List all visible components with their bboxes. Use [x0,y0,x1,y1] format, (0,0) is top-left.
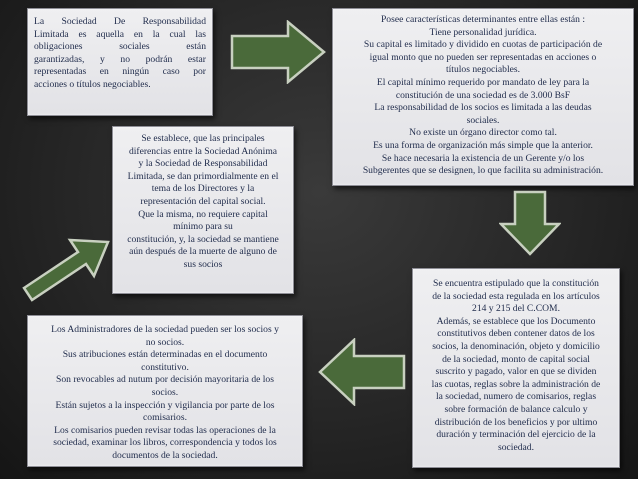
differences-box [112,126,294,294]
text-line: sus socios [183,258,223,270]
arrow-left-icon [318,338,406,406]
text-line: obligaciones sociales están [34,41,206,53]
text-line: socios. [151,386,179,398]
text-line: Subgerentes que se designen, lo que facilita su administración. [362,165,604,177]
text-line: títulos negociables. [445,64,521,76]
text-line: El capital mínimo requerido por mandato de ley para la [376,76,590,88]
text-line: sociedad, examinar los libros, correspondencia y todos los [53,437,277,449]
text-line: La responsabilidad de los socios es limitada a las deudas [374,102,592,114]
text-line: la sociedad, numero de comisarios, reglas [435,391,597,403]
administrators-box [27,315,303,467]
text-line: duración y terminación del ejercicio de la [436,429,596,441]
text-line: documentos de la sociedad. [112,449,218,461]
text-line: representadas en ningún caso por [34,66,206,78]
text-line: Además, se establece que los Documento [436,315,596,327]
arrow-down-icon [499,190,561,256]
text-line: de la sociedad esta regulada en los artículos [432,290,600,302]
text-line: Los Administradores de la sociedad pueden ser los socios y [51,324,279,335]
text-line: y la Sociedad de Responsabilidad [138,158,268,170]
text-line: Están sujetos a la inspección y vigilancia por parte de los [55,399,275,411]
text-line: Se hace necesaria la existencia de un Gerente y/o los [381,152,585,164]
text-line: las cuotas, reglas sobre la administración de [431,378,601,390]
text-line: Se encuentra estipulado que la constitución [433,278,599,289]
text-line: no socios. [145,336,185,348]
text-line: 214 y 215 del C.COM. [472,303,560,315]
text-line: Se establece, que las principales [141,133,265,144]
text-line: igual monto que no pueden ser representadas en acciones o [369,51,597,63]
text-line: sociales. [466,114,500,126]
text-line: garantizadas, y no podrán estar [34,53,206,65]
text-line: de la sociedad, monto de capital social [442,353,590,365]
text-line: Sus atribuciones están determinadas en el documento [62,349,268,361]
characteristics-box [332,8,634,186]
arrow-up-right-icon [20,228,112,302]
text-line: constitutivo. [141,361,189,373]
text-line: Tiene personalidad jurídica. [429,26,537,38]
text-line: sobre formación de balance calculo y [444,403,588,415]
text-line: constitución de una sociedad es de 3.000 BsF [395,89,571,101]
text-line: constitución, y, la sociedad se mantiene [127,233,279,245]
text-line: constitutivos deben contener datos de los [437,328,595,340]
text-line: Su capital es limitado y dividido en cuotas de participación de [363,39,603,51]
definition-box [27,8,213,116]
text-line: La Sociedad De Responsabilidad [34,16,206,27]
text-line: No existe un órgano director como tal. [409,127,557,139]
text-line: Posee características determinantes entre ellas están : [380,14,586,25]
text-line: Los comisarios pueden revisar todas las operaciones de la [54,424,276,436]
text-line: aún después de la muerte de alguno de [129,246,277,258]
arrow-right-icon [230,20,326,84]
text-line: Son revocables ad nutum por decisión mayoritaria de los [56,374,274,386]
text-line: distribución de los beneficios y por ultimo [434,416,598,428]
text-line: diferencias entre la Sociedad Anónima [128,145,278,157]
text-line: Que la misma, no requiere capital [138,208,268,220]
constitution-box [412,268,620,468]
text-line: socios, la denominación, objeto y domicilio [432,340,600,352]
text-line: mínimo para su [173,221,233,233]
text-line: sociedad. [498,441,534,453]
text-line: suscrito y pagado, valor en que se dividen [435,366,597,378]
text-line: tema de los Directores y la [151,183,255,195]
text-line: Es una forma de organización más simple que la anterior. [373,139,593,151]
text-line: representación del capital social. [140,195,266,207]
text-line: acciones o títulos negociables. [34,78,151,90]
text-line: comisarios. [143,412,187,424]
text-line: Limitada es aquella en la cual las [34,28,206,40]
text-line: Limitada, se dan primordialmente en el [127,170,279,182]
